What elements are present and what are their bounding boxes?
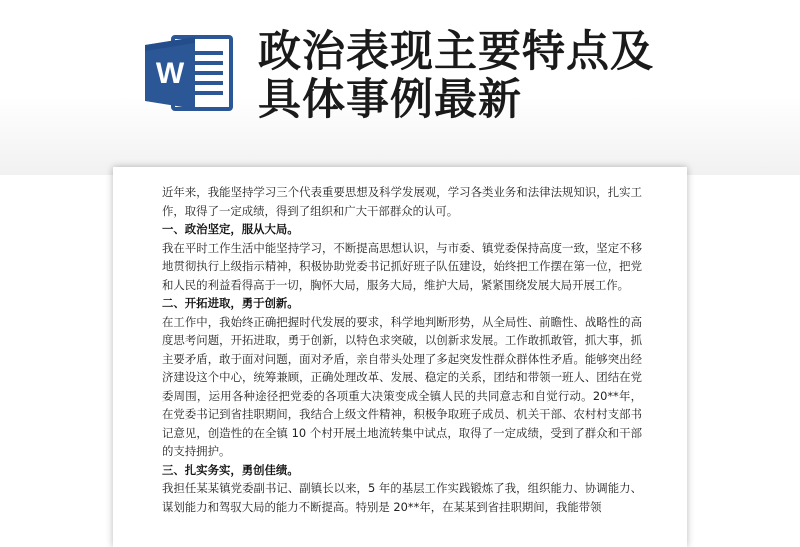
document-page (113, 167, 687, 547)
section-heading-1: 一、政治坚定，服从大局。 (162, 222, 299, 236)
paragraph-section-2: 在工作中，我始终正确把握时代发展的要求，科学地判断形势，从全局性、前瞻性、战略性的高度思考问题，开拓进取，勇于创新，以特色求突破，以创新求发展。工作敢抓敢管，抓大事，抓主要矛盾，敢于面对问题，面对矛盾，亲自带头处理了多起突发性群众群体性矛盾。能够突出经济建设这个中心，统筹兼顾，正确处理改革、发展、稳定的关系，团结和带领一班人、团结在党委周围，运用各种途径把党委的各项重大决策变成全镇人民的共同意志和自觉行动。20**年，在党委书记到省挂职期间，我结合上级文件精神，积极争取班子成员、机关干部、农村村支部书记意见，创造性的在全镇 10 个村开展土地流转集中试点，取得了一定成绩，受到了群众和干部的支持拥护。 (162, 314, 642, 458)
document-body (162, 183, 642, 516)
paragraph-intro: 近年来，我能坚持学习三个代表重要思想及科学发展观，学习各类业务和法律法规知识，扎实工作，取得了一定成绩，得到了组织和广大干部群众的认可。 (162, 185, 642, 218)
section-heading-2: 二、开拓进取，勇于创新。 (162, 296, 299, 310)
title-line-1: 政治表现主要特点及 (258, 27, 654, 77)
title-line-2: 具体事例最新 (258, 75, 522, 125)
section-heading-3: 三、扎实务实，勇创佳绩。 (162, 462, 299, 477)
word-icon-letter: W (155, 57, 185, 90)
word-document-icon (143, 33, 235, 113)
page-title (258, 28, 778, 124)
paragraph-section-3: 我担任某某镇党委副书记、副镇长以来，5 年的基层工作实践锻炼了我，组织能力、协调能力、谋划能力和驾驭大局的能力不断提高。特别是 20**年，在某某到省挂职期间，我能带领 (162, 481, 642, 514)
paragraph-section-1: 我在平时工作生活中能坚持学习，不断提高思想认识，与市委、镇党委保持高度一致，坚定不移地贯彻执行上级指示精神，积极协助党委书记抓好班子队伍建设，始终把工作摆在第一位，把党和人民的利益看得高于一切，胸怀大局，服务大局，维护大局，紧紧围绕发展大局开展工作。 (162, 240, 642, 292)
